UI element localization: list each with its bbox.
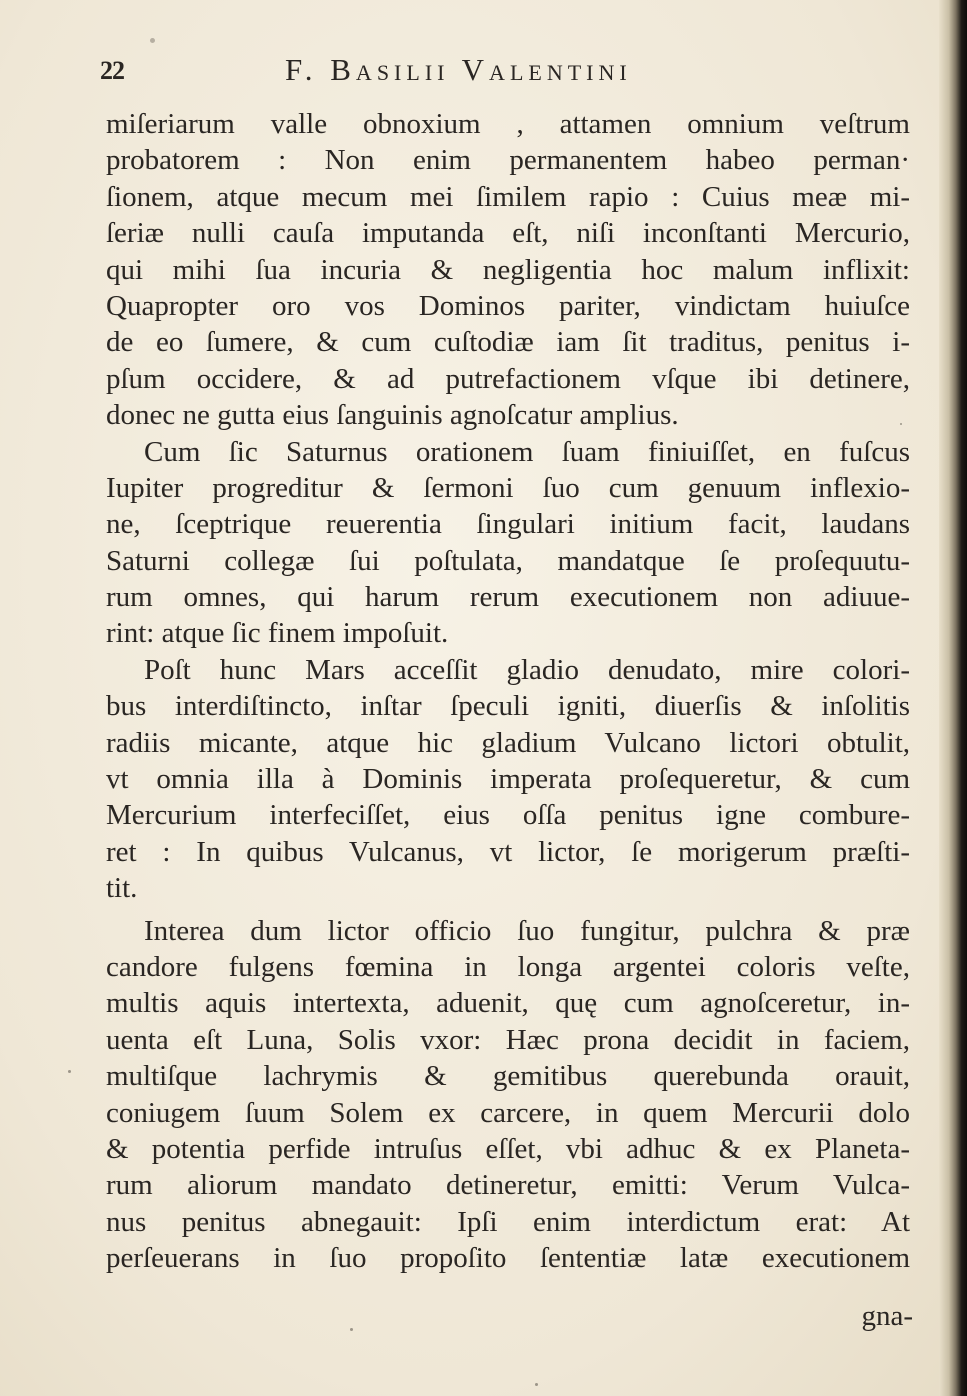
text-line: ſeriæ nulli cauſa imputanda eſt, niſi inconſtanti Mercurio, xyxy=(106,217,910,250)
text-line: donec ne gutta eius ſanguinis agnoſcatur amplius. xyxy=(106,399,679,432)
ink-speck xyxy=(150,38,155,43)
text-line: rum omnes, qui harum rerum executionem non adiuue- xyxy=(106,581,910,614)
text-line: qui mihi ſua incuria & negligentia hoc malum inflixit: xyxy=(106,253,910,286)
page-number: 22 xyxy=(100,56,124,85)
text-line: Iupiter progreditur & ſermoni ſuo cum genuum inflexio- xyxy=(106,471,910,504)
running-head: F. Basilii Valentini xyxy=(285,52,632,87)
text-line: nus penitus abnegauit: Ipſi enim interdictum erat: At xyxy=(106,1205,910,1238)
catchword: gna- xyxy=(861,1300,913,1332)
text-line: Quapropter oro vos Dominos pariter, vindictam huiuſce xyxy=(106,289,910,322)
text-line: miſeriarum valle obnoxium , attamen omnium veſtrum xyxy=(106,108,910,140)
text-line: Mercurium interfeciſſet, eius oſſa penitus igne combure- xyxy=(106,799,910,832)
page-edge xyxy=(939,0,967,1396)
body-text xyxy=(106,106,910,1277)
text-line: Saturni collegæ ſui poſtulata, mandatque ſe proſequutu- xyxy=(106,544,910,577)
paragraph-start-line: Poſt hunc Mars acceſſit gladio denudato, mire colori- xyxy=(144,653,910,686)
ink-speck xyxy=(68,1070,71,1073)
text-line: rum aliorum mandato detineretur, emitti: Verum Vulca- xyxy=(106,1169,910,1202)
text-line: vt omnia illa à Dominis imperata proſequeretur, & cum xyxy=(106,763,910,796)
text-line: tit. xyxy=(106,872,138,905)
text-line: ſionem, atque mecum mei ſimilem rapio : Cuius meæ mi- xyxy=(106,180,910,213)
ink-speck xyxy=(900,423,902,425)
paragraph-start-line: Interea dum lictor officio ſuo fungitur, pulchra & præ xyxy=(144,914,910,947)
text-line: bus interdiſtincto, inſtar ſpeculi igniti, diuerſis & inſolitis xyxy=(106,690,910,723)
text-line: uenta eſt Luna, Solis vxor: Hæc prona decidit in faciem, xyxy=(106,1023,910,1056)
text-line: candore fulgens fœmina in longa argentei coloris veſte, xyxy=(106,950,910,983)
text-line: ne, ſceptrique reuerentia ſingulari initium facit, laudans xyxy=(106,508,910,541)
text-line: & potentia perfide intruſus eſſet, vbi adhuc & ex Planeta- xyxy=(106,1132,910,1165)
text-line: pſum occidere, & ad putrefactionem vſque ibi detinere, xyxy=(106,362,910,395)
text-line: multis aquis intertexta, aduenit, quę cum agnoſceretur, in- xyxy=(106,987,910,1020)
text-line: perſeuerans in ſuo propoſito ſententiæ latæ executionem xyxy=(106,1242,910,1275)
text-line: probatorem : Non enim permanentem habeo perman· xyxy=(106,144,910,177)
paragraph-start-line: Cum ſic Saturnus orationem ſuam finiuiſſet, en fuſcus xyxy=(144,435,910,468)
text-line: ret : In quibus Vulcanus, vt lictor, ſe morigerum præſti- xyxy=(106,835,910,868)
text-line: coniugem ſuum Solem ex carcere, in quem Mercurii dolo xyxy=(106,1096,910,1129)
text-line: radiis micante, atque hic gladium Vulcano lictori obtulit, xyxy=(106,726,910,759)
ink-speck xyxy=(350,1328,353,1331)
text-line: multiſque lachrymis & gemitibus querebunda orauit, xyxy=(106,1060,910,1093)
ink-speck xyxy=(535,1383,538,1386)
page-header xyxy=(100,52,920,96)
text-line: de eo ſumere, & cum cuſtodiæ iam ſit traditus, penitus i- xyxy=(106,326,910,359)
text-line: rint: atque ſic finem impoſuit. xyxy=(106,617,449,650)
